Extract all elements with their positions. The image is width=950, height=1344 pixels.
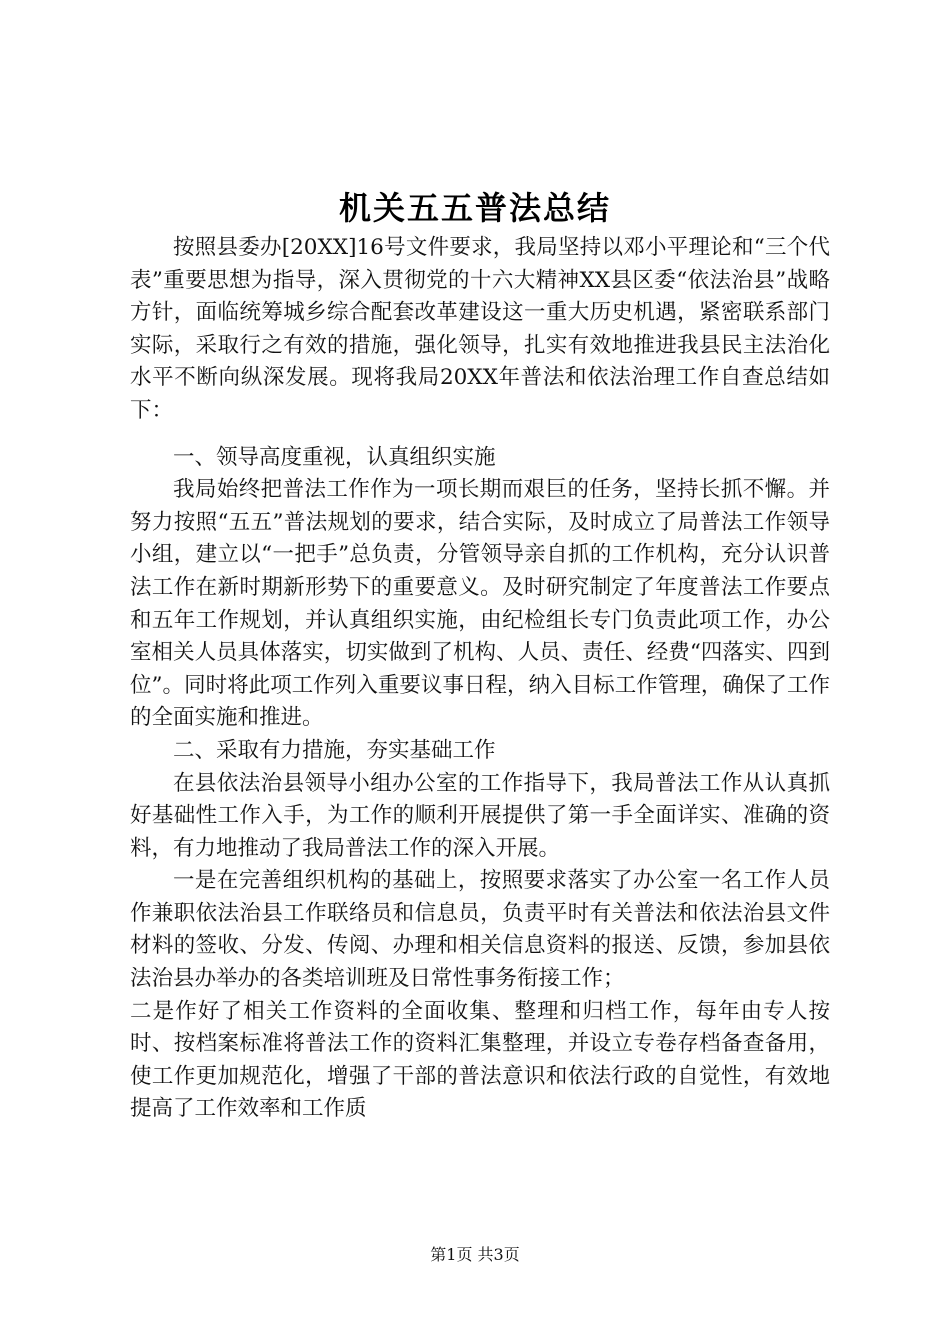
section-heading-2: 二、采取有力措施，夯实基础工作 (173, 737, 496, 763)
item-1-paragraph: 一是在完善组织机构的基础上，按照要求落实了办公室一名工作人员作兼职依法治县工作联络员和信息员，负责平时有关普法和依法治县文件材料的签收、分发、传阅、办理和相关信息资料的报送、反馈，参加县依法治县办举办的各类培训班及日常性事务衔接工作； (130, 868, 830, 992)
item-2-paragraph: 二是作好了相关工作资料的全面收集、整理和归档工作，每年由专人按时、按档案标准将普法工作的资料汇集整理，并设立专卷存档备查备用，使工作更加规范化，增强了干部的普法意识和依法行政的自觉性，有效地提高了工作效率和工作质 (130, 998, 830, 1122)
section-2-paragraph: 在县依法治县领导小组办公室的工作指导下，我局普法工作从认真抓好基础性工作入手，为工作的顺利开展提供了第一手全面详实、准确的资料，有力地推动了我局普法工作的深入开展。 (130, 770, 830, 861)
document-body (130, 232, 830, 1126)
intro-paragraph: 按照县委办[20XX]16号文件要求，我局坚持以邓小平理论和“三个代表”重要思想为指导，深入贯彻党的十六大精神XX县区委“依法治县”战略方针，面临统筹城乡综合配套改革建设这一重大历史机遇，紧密联系部门实际，采取行之有效的措施，强化领导，扎实有效地推进我县民主法治化水平不断向纵深发展。现将我局20XX年普法和依法治理工作自查总结如下： (130, 235, 830, 423)
page-number-footer: 第1页 共3页 (430, 1245, 520, 1264)
section-heading-1: 一、领导高度重视，认真组织实施 (173, 444, 496, 470)
document-title: 机关五五普法总结 (338, 189, 611, 227)
section-1-paragraph: 我局始终把普法工作作为一项长期而艰巨的任务，坚持长抓不懈。并努力按照“五五”普法规划的要求，结合实际，及时成立了局普法工作领导小组，建立以“一把手”总负责，分管领导亲自抓的工作机构，充分认识普法工作在新时期新形势下的重要意义。及时研究制定了年度普法工作要点和五年工作规划，并认真组织实施，由纪检组长专门负责此项工作，办公室相关人员具体落实，切实做到了机构、人员、责任、经费“四落实、四到位”。同时将此项工作列入重要议事日程，纳入目标工作管理，确保了工作的全面实施和推进。 (130, 477, 830, 731)
